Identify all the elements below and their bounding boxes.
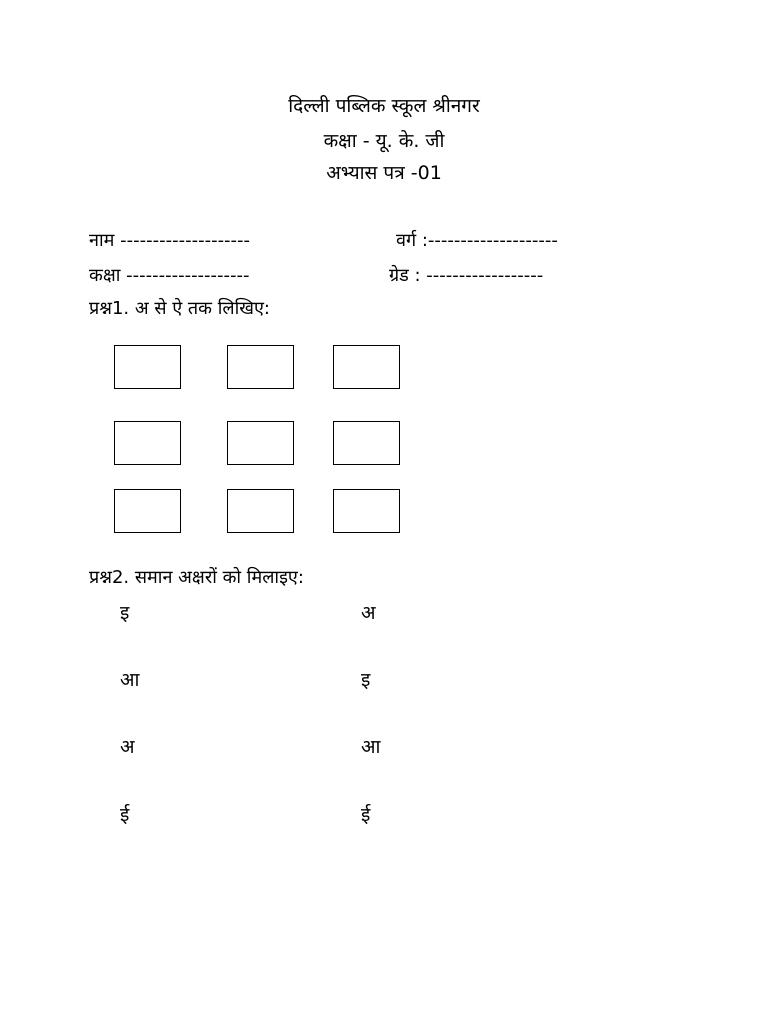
section-field: वर्ग :-------------------- [396,230,558,251]
question-2: प्रश्न2. समान अक्षरों को मिलाइए: [89,567,304,588]
match-right-letter: अ [361,602,376,624]
answer-box[interactable] [227,489,294,533]
class-heading: कक्षा - यू. के. जी [323,130,445,152]
answer-box[interactable] [114,345,181,389]
school-name: दिल्ली पब्लिक स्कूल श्रीनगर [288,95,480,117]
answer-box[interactable] [333,345,400,389]
match-left-letter: ई [120,804,130,826]
name-field: नाम -------------------- [89,230,251,251]
answer-box[interactable] [333,489,400,533]
worksheet-title: अभ्यास पत्र -01 [326,162,442,184]
answer-box[interactable] [114,489,181,533]
match-left-letter: इ [120,602,130,624]
answer-box[interactable] [333,421,400,465]
match-right-letter: इ [361,669,371,691]
match-left-letter: आ [120,669,140,691]
grade-field: ग्रेड : ------------------ [389,265,544,286]
match-left-letter: अ [120,736,135,758]
answer-box[interactable] [227,421,294,465]
match-right-letter: आ [361,736,381,758]
answer-box[interactable] [114,421,181,465]
answer-box[interactable] [227,345,294,389]
class-field: कक्षा ------------------- [89,265,250,286]
question-1: प्रश्न1. अ से ऐ तक लिखिए: [89,298,270,319]
match-right-letter: ई [361,804,371,826]
